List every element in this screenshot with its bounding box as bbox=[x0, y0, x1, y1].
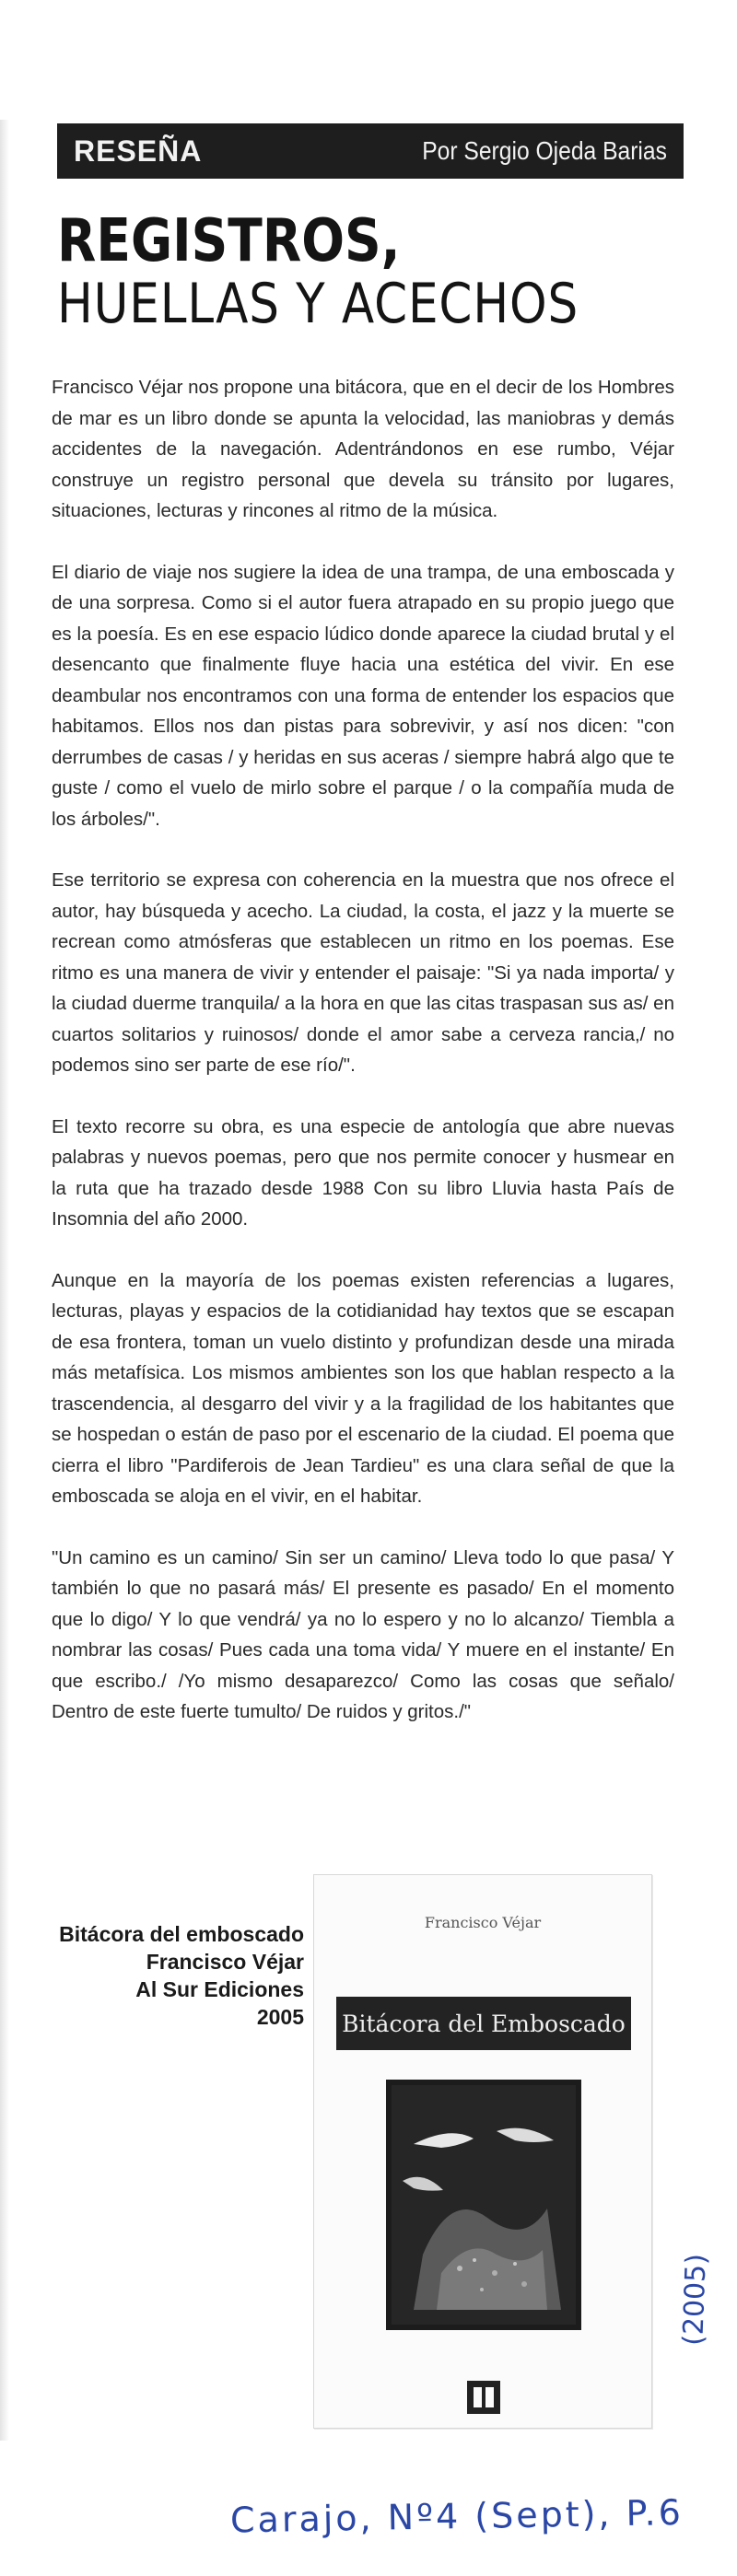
publisher-logo-icon bbox=[465, 2379, 502, 2416]
handwritten-year-note bbox=[645, 2253, 737, 2347]
book-publisher: Al Sur Ediciones bbox=[135, 1977, 304, 2001]
cover-author: Francisco Véjar bbox=[424, 1914, 542, 1931]
cover-title: Bitácora del Emboscado bbox=[336, 1997, 631, 2050]
book-cover-image bbox=[313, 1874, 652, 2429]
book-details bbox=[28, 1920, 304, 2031]
year-note-text: (2005) bbox=[677, 2253, 713, 2347]
body-paragraph: Francisco Véjar nos propone una bitácora, que en el decir de los Hombres de mar es un libro donde se apunta la velocidad, las maniobras y demás accidentes de la navegación. Adentrándonos en ese rumbo, Véjar construye un registro personal que devela su tránsito por lugares, situaciones, lecturas y rincones al ritmo de la música. bbox=[52, 377, 674, 521]
body-paragraph: Aunque en la mayoría de los poemas existen referencias a lugares, lecturas, playas y espacios de la cotidianidad hay textos que se escapan de esa frontera, toman un vuelo distinto y profundizan desde una mirada más metafísica. Los mismos ambientes son los que hablan respecto a la trascendencia, al desgarro del vivir y a la fragilidad de los habitantes que se hospedan o están de paso por el escenario de la ciudad. El poema que cierra el libro "Pardiferois de Jean Tardieu" es una clara señal de que la emboscada se aloja en el vivir, en el habitar. bbox=[52, 1269, 674, 1507]
section-header-bar bbox=[57, 123, 684, 179]
section-label: RESEÑA bbox=[74, 134, 203, 168]
title-line-2: HUELLAS Y ACECHOS bbox=[57, 272, 579, 336]
article-body bbox=[52, 372, 674, 1758]
page-left-edge bbox=[0, 120, 9, 2441]
author-byline: Por Sergio Ojeda Barias bbox=[422, 136, 667, 165]
book-author: Francisco Véjar bbox=[146, 1950, 304, 1974]
book-year: 2005 bbox=[256, 2005, 304, 2029]
handwritten-footer-note: Carajo, Nº4 (Sept), P.6 bbox=[229, 2491, 684, 2541]
title-line-1: REGISTROS, bbox=[57, 207, 401, 275]
cover-artwork bbox=[386, 2080, 581, 2330]
article-title bbox=[57, 207, 596, 336]
body-paragraph: Ese territorio se expresa con coherencia en la muestra que nos ofrece el autor, hay búsqueda y acecho. La ciudad, la costa, el jazz y la muerte se recrean como atmósferas que establecen un ritmo en los poemas. Ese ritmo es una manera de vivir y entender el paisaje: "Si ya nada importa/ y la ciudad duerme tranquila/ a la hora en que las citas traspasan sus as/ en cuartos solitarios y ruinosos/ donde el amor sabe a cerveza rancia,/ no podemos sino ser parte de ese río/". bbox=[52, 869, 674, 1076]
body-paragraph: El texto recorre su obra, es una especie de antología que abre nuevas palabras y nuevos poemas, pero que nos permite conocer y husmear en la ruta que ha trazado desde 1988 Con su libro Lluvia hasta País de Insomnia del año 2000. bbox=[52, 1115, 674, 1230]
body-paragraph: El diario de viaje nos sugiere la idea de una trampa, de una emboscada y de una sorpresa. Como si el autor fuera atrapado en su propio juego que es la poesía. Es en ese espacio lúdico donde aparece la ciudad brutal y el desencanto que finalmente fluye hacia una estética del vivir. En ese deambular nos encontramos con una forma de entender los espacios que habitamos. Ellos nos dan pistas para sobrevivir, y así nos dicen: "con derrumbes de casas / y heridas en sus aceras / siempre habrá algo que te guste / como el vuelo de mirlo sobre el parque / o la compañía muda de los árboles/". bbox=[52, 561, 674, 830]
book-title: Bitácora del emboscado bbox=[59, 1922, 304, 1946]
body-paragraph: "Un camino es un camino/ Sin ser un camino/ Lleva todo lo que pasa/ Y también lo que no pasará más/ El presente es pasado/ En el momento que lo digo/ Y lo que vendrá/ ya no lo espero y no lo alcanzo/ Tiembla a nombrar las cosas/ Pues cada una toma vida/ Y muere en el instante/ En que escribo./ /Yo mismo desaparezco/ Como las cosas que señalo/ Dentro de este fuerte tumulto/ De ruidos y gritos./" bbox=[52, 1546, 674, 1722]
